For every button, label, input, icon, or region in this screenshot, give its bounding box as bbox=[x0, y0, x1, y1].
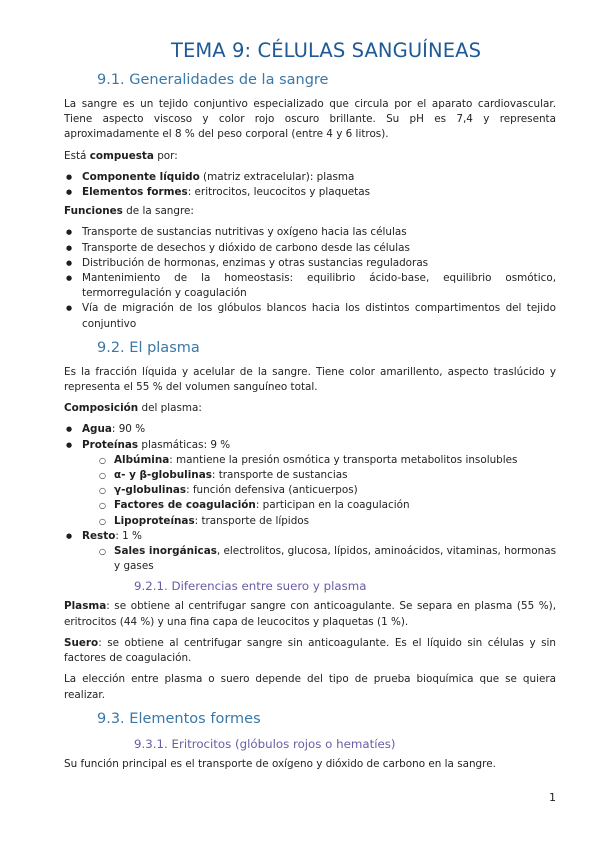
paragraph-composition-label: Está compuesta por: bbox=[64, 149, 178, 162]
section-heading-9-1: 9.1. Generalidades de la sangre bbox=[97, 72, 329, 88]
list-item: ● Componente líquido (matriz extracelular): plasma bbox=[64, 170, 556, 185]
list-item: ● Distribución de hormonas, enzimas y otras sustancias reguladoras bbox=[64, 256, 556, 271]
section-heading-9-2: 9.2. El plasma bbox=[97, 339, 200, 356]
proteins-sublist bbox=[82, 453, 556, 529]
sublist-item: ○ Factores de coagulación: participan en la coagulación bbox=[82, 498, 556, 513]
list-item: ● Proteínas plasmáticas: 9 % ○ Albúmina: mantiene la presión osmótica y transporta metabolitos insolubles ○ α- y β-globulinas: transporte de sustancias ○ γ-globulinas: función defensiva (anticuerpos) ○ Factores de coagulación: participan en la coagulación ○ Lipoproteínas: transporte de lípidos bbox=[64, 438, 556, 529]
list-item: ● Agua: 90 % bbox=[64, 422, 556, 437]
list-item: ● Elementos formes: eritrocitos, leucocitos y plaquetas bbox=[64, 185, 556, 200]
sublist-item: ○ α- y β-globulinas: transporte de sustancias bbox=[82, 468, 556, 483]
paragraph-plasma-intro: Es la fracción líquida y acelular de la sangre. Tiene color amarillento, aspecto traslúcido y representa el 55 % del volumen sanguíneo total. bbox=[64, 365, 556, 394]
sublist-item: ○ Sales inorgánicas, electrolitos, glucosa, lípidos, aminoácidos, vitaminas, hormonas y gases bbox=[82, 544, 556, 574]
paragraph-functions-label: Funciones de la sangre: bbox=[64, 205, 194, 218]
sublist-item: ○ Albúmina: mantiene la presión osmótica y transporta metabolitos insolubles bbox=[82, 453, 556, 468]
page-title: TEMA 9: CÉLULAS SANGUÍNEAS bbox=[170, 39, 482, 62]
list-item: ● Mantenimiento de la homeostasis: equilibrio ácido-base, equilibrio osmótico, termorregulación y coagulación bbox=[64, 271, 556, 301]
section-heading-9-3-1: 9.3.1. Eritrocitos (glóbulos rojos o hematíes) bbox=[134, 736, 396, 751]
paragraph-plasma-composition-label: Composición del plasma: bbox=[64, 402, 202, 415]
list-item: ● Resto: 1 % ○ Sales inorgánicas, electrolitos, glucosa, lípidos, aminoácidos, vitaminas, hormonas y gases bbox=[64, 529, 556, 575]
section-heading-9-2-1: 9.2.1. Diferencias entre suero y plasma bbox=[134, 579, 367, 594]
list-item: ● Vía de migración de los glóbulos blancos hacia los distintos compartimentos del tejido conjuntivo bbox=[64, 301, 556, 331]
paragraph-choice: La elección entre plasma o suero depende del tipo de prueba bioquímica que se quiera realizar. bbox=[64, 673, 556, 701]
paragraph-serum-definition: Suero: se obtiene al centrifugar sangre sin anticoagulante. Es el líquido sin células y sin factores de coagulación. bbox=[64, 636, 556, 665]
sublist-item: ○ Lipoproteínas: transporte de lípidos bbox=[82, 514, 556, 529]
page-number: 1 bbox=[549, 791, 556, 804]
paragraph-erythrocytes-function: Su función principal es el transporte de oxígeno y dióxido de carbono en la sangre. bbox=[64, 757, 496, 770]
sublist-item: ○ γ-globulinas: función defensiva (anticuerpos) bbox=[82, 483, 556, 498]
page-content bbox=[64, 38, 556, 778]
rest-sublist bbox=[82, 544, 556, 574]
paragraph-blood-intro: La sangre es un tejido conjuntivo especializado que circula por el aparato cardiovascular. Tiene aspecto viscoso y color rojo oscuro brillante. Su pH es 7,4 y representa aproximadamente el 8 % del peso corporal (entre 4 y 6 litros). bbox=[64, 98, 556, 141]
functions-list bbox=[64, 225, 556, 331]
list-item: ● Transporte de sustancias nutritivas y oxígeno hacia las células bbox=[64, 225, 556, 240]
composition-list bbox=[64, 170, 556, 200]
list-item: ● Transporte de desechos y dióxido de carbono desde las células bbox=[64, 241, 556, 256]
section-heading-9-3: 9.3. Elementos formes bbox=[97, 710, 261, 727]
paragraph-plasma-definition: Plasma: se obtiene al centrifugar sangre con anticoagulante. Se separa en plasma (55 %), eritrocitos (44 %) y una fina capa de leucocitos y plaquetas (1 %). bbox=[64, 600, 556, 628]
plasma-composition-list bbox=[64, 422, 556, 574]
